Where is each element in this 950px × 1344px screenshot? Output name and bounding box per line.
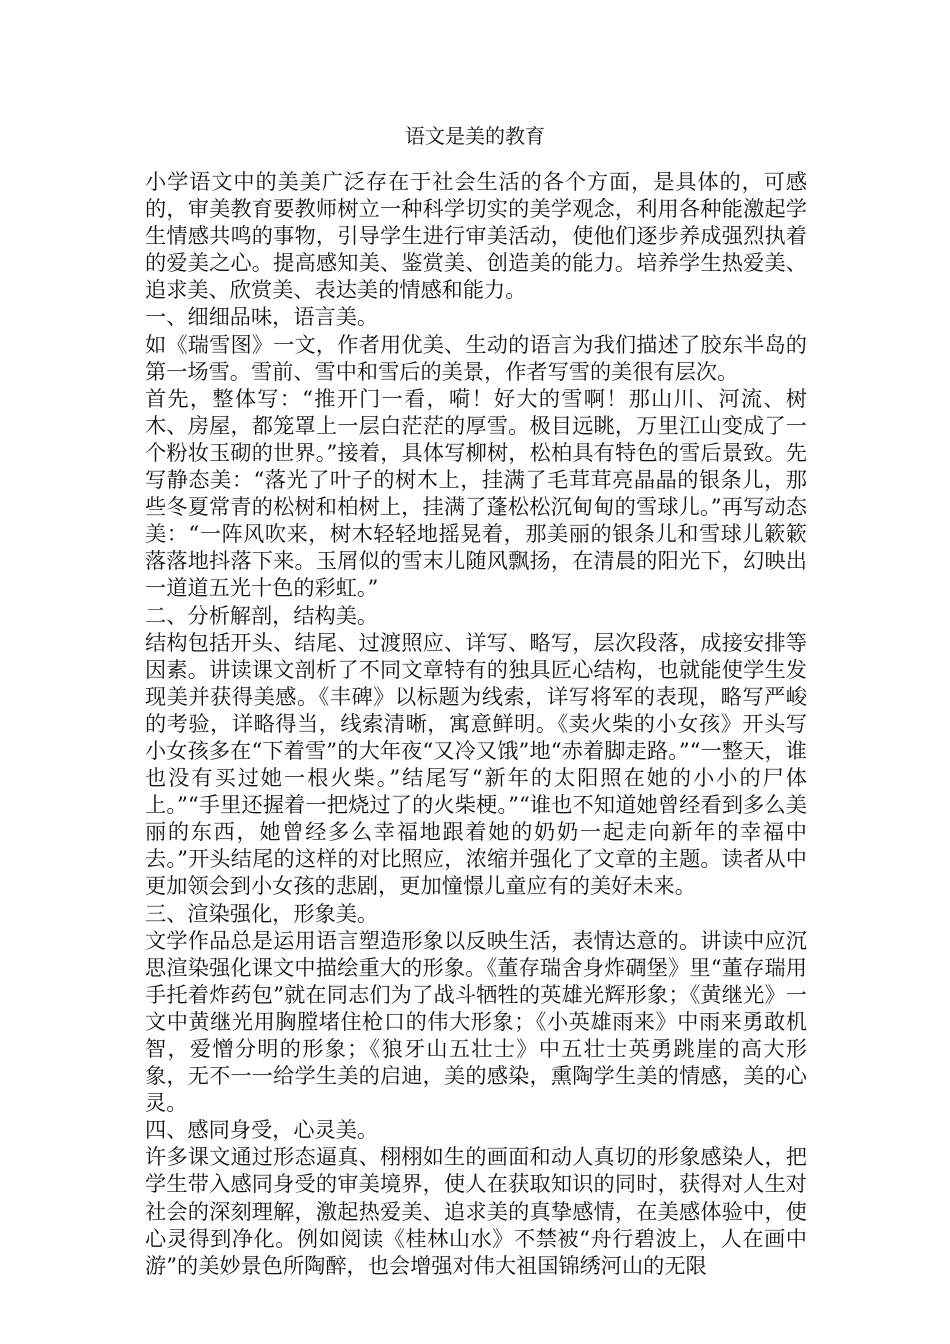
paragraph-intro: 小学语文中的美美广泛存在于社会生活的各个方面，是具体的，可感的，审美教育要教师树立一种科学切实的美学观念，利用各种能激起学生情感共鸣的事物，引导学生进行审美活动，使他们逐步养成强烈执着的爱美之心。提高感知美、鉴赏美、创造美的能力。培养学生热爱美、追求美、欣赏美、表达美的情感和能力。 bbox=[145, 169, 807, 303]
section-heading-4: 四、感同身受，心灵美。 bbox=[145, 1117, 379, 1143]
paragraph: 许多课文通过形态逼真、栩栩如生的画面和动人真切的形象感染人，把学生带入感同身受的审美境界，使人在获取知识的同时，获得对人生对社会的深刻理解，激起热爱美、追求美的真挚感情，在美感体验中，使心灵得到净化。例如阅读《桂林山水》不禁被“舟行碧波上，人在画中游”的美妙景色所陶醉，也会增强对伟大祖国锦绣河山的无限 bbox=[145, 1144, 807, 1278]
section-heading-3: 三、渲染强化，形象美。 bbox=[145, 900, 379, 926]
document-body bbox=[145, 168, 807, 1279]
paragraph: 结构包括开头、结尾、过渡照应、详写、略写，层次段落，成接安排等因素。讲读课文剖析了不同文章特有的独具匠心结构，也就能使学生发现美并获得美感。《丰碑》以标题为线索，详写将军的表现，略写严峻的考验，详略得当，线索清晰，寓意鲜明。《卖火柴的小女孩》开头写小女孩多在“下着雪”的大年夜“又冷又饿”地“赤着脚走路。”“一整天，谁也没有买过她一根火柴。”结尾写“新年的太阳照在她的小小的尸体上。”“手里还握着一把烧过了的火柴梗。”“谁也不知道她曾经看到多么美丽的东西，她曾经多么幸福地跟着她的奶奶一起走向新年的幸福中去。”开头结尾的这样的对比照应，浓缩并强化了文章的主题。读者从中更加领会到小女孩的悲剧，更加憧憬儿童应有的美好未来。 bbox=[145, 629, 807, 899]
section-heading-2: 二、分析解剖，结构美。 bbox=[145, 602, 379, 628]
section-heading-1: 一、细细品味，语言美。 bbox=[145, 304, 379, 330]
paragraph: 首先，整体写：“推开门一看，嗬！好大的雪啊！那山川、河流、树木、房屋，都笼罩上一层白茫茫的厚雪。极目远眺，万里江山变成了一个粉妆玉砌的世界。”接着，具体写柳树，松柏具有特色的雪后景致。先写静态美：“落光了叶子的树木上，挂满了毛茸茸亮晶晶的银条儿，那些冬夏常青的松树和柏树上，挂满了蓬松松沉甸甸的雪球儿。”再写动态美：“一阵风吹来，树木轻轻地摇晃着，那美丽的银条儿和雪球儿簌簌落落地抖落下来。玉屑似的雪末儿随风飘扬，在清晨的阳光下，幻映出一道道五光十色的彩虹。” bbox=[145, 385, 807, 601]
paragraph: 如《瑞雪图》一文，作者用优美、生动的语言为我们描述了胶东半岛的第一场雪。雪前、雪中和雪后的美景，作者写雪的美很有层次。 bbox=[145, 331, 807, 384]
paragraph: 文学作品总是运用语言塑造形象以反映生活，表情达意的。讲读中应沉思渲染强化课文中描绘重大的形象。《董存瑞舍身炸碉堡》里“董存瑞用手托着炸药包”就在同志们为了战斗牺牲的英雄光辉形象；《黄继光》一文中黄继光用胸膛堵住枪口的伟大形象；《小英雄雨来》中雨来勇敢机智，爱憎分明的形象；《狼牙山五壮士》中五壮士英勇跳崖的高大形象，无不一一给学生美的启迪，美的感染，熏陶学生美的情感，美的心灵。 bbox=[145, 927, 807, 1116]
document-title: 语文是美的教育 bbox=[405, 124, 545, 148]
